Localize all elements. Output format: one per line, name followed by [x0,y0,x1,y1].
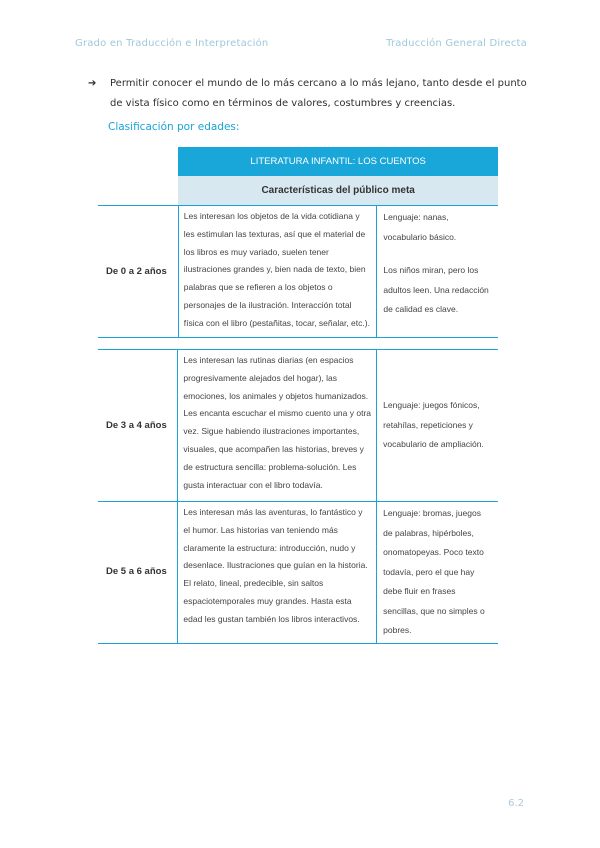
language-cell: Lenguaje: bromas, juegos de palabras, hipérboles, onomatopeyas. Poco texto todavía, pero el que hay debe fluir en frases sencillas, que no simples o pobres. [377,502,498,644]
bullet-text: Permitir conocer el mundo de lo más cercano a lo más lejano, tanto desde el punto de vista físico como en términos de valores, costumbres y creencias. [110,78,527,109]
empty-corner-cell [98,176,178,206]
table-row [98,350,498,502]
section-subtitle: Clasificación por edades: [108,121,240,133]
description-cell: Les interesan los objetos de la vida cotidiana y les estimulan las texturas, así que el material de los libros es muy variado, suelen tener ilustraciones grandes y, bien nada de texto, bien palabras que se refieren a los objetos o personajes de la ilustración. Interacción total física con el libro (pestañitas, tocar, señalar, etc.). [178,206,377,338]
table-row [98,206,498,338]
language-text: Lenguaje: nanas, vocabulario básico. [383,212,457,242]
page-number: 6.2 [508,798,524,809]
arrow-bullet-icon: ➔ [88,78,97,89]
age-cell: De 3 a 4 años [98,350,178,502]
language-cell: Lenguaje: juegos fónicos, retahílas, repeticiones y vocabulario de ampliación. [377,350,498,502]
bullet-paragraph [88,74,528,114]
description-cell: Les interesan las rutinas diarias (en espacios progresivamente alejados del hogar), las emociones, los animales y objetos humanizados. Les encanta escuchar el mismo cuento una y otra vez. Sigue habiendo ilustraciones importantes, visuales, que acompañen las historias, breves y de estructura sencilla: problema-solución. Les gusta interactuar con el libro todavía. [178,350,377,502]
age-table-part-2 [98,349,498,644]
age-cell: De 5 a 6 años [98,502,178,644]
running-header-right: Traducción General Directa [386,38,527,49]
running-header-left: Grado en Traducción e Interpretación [75,38,269,49]
age-table-part-1 [98,147,498,338]
language-cell [377,206,498,338]
empty-corner-cell [98,147,178,176]
language-note: Los niños miran, pero los adultos leen. Una redacción de calidad es clave. [383,265,489,314]
table-row [98,502,498,644]
table-title: LITERATURA INFANTIL: LOS CUENTOS [178,147,498,176]
table-subheader: Características del público meta [178,176,498,206]
age-cell: De 0 a 2 años [98,206,178,338]
description-cell: Les interesan más las aventuras, lo fantástico y el humor. Las historias van teniendo más claramente la estructura: introducción, nudo y desenlace. Ilustraciones que guían en la historia. El relato, lineal, predecible, sin saltos espaciotemporales muy grandes. Hasta esta edad les gustan también los libros interactivos. [178,502,377,644]
